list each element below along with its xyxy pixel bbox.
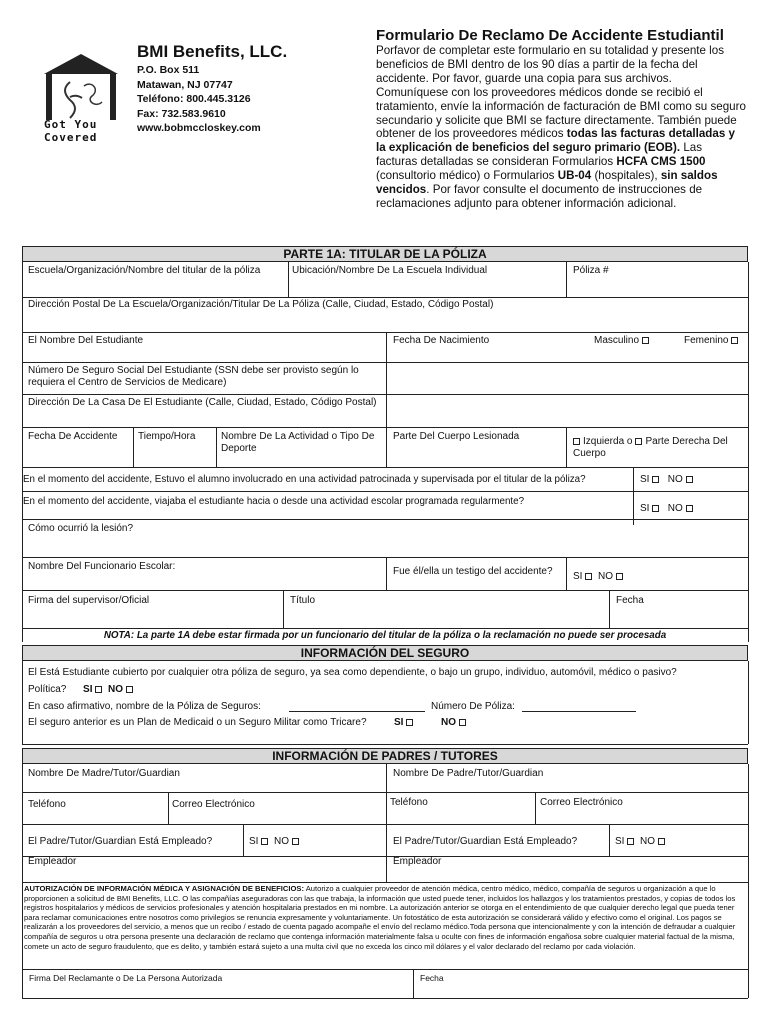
sponsored-question: En el momento del accidente, Estuvo el alumno involucrado en una actividad patrocinada y supervisada por el titular de la póliza?	[23, 474, 586, 485]
phone-line: Teléfono: 800.445.3126	[137, 93, 251, 105]
father-employed-no[interactable]	[658, 838, 665, 845]
policy-label: Política?	[28, 684, 67, 695]
intro-segment: UB-04	[557, 169, 592, 183]
male-checkbox[interactable]	[642, 337, 649, 344]
left-side-label: Izquierda o	[583, 436, 633, 447]
intro-segment: sin saldos vencidos	[376, 169, 718, 197]
witness-no-checkbox[interactable]	[616, 573, 623, 580]
student-name-label: El Nombre Del Estudiante	[28, 335, 144, 346]
no-label: NO	[108, 684, 124, 695]
company-address	[137, 63, 261, 136]
company-logo	[40, 52, 122, 146]
mother-employed-label: El Padre/Tutor/Guardian Está Empleado?	[28, 836, 213, 847]
father-phone-label: Teléfono	[390, 797, 428, 808]
claimant-signature-label: Firma Del Reclamante o De La Persona Autorizada	[29, 973, 223, 983]
father-employer-label: Empleador	[393, 856, 442, 867]
title-label: Título	[290, 595, 316, 606]
father-employed-yes[interactable]	[627, 838, 634, 845]
insurance-name-field[interactable]	[289, 702, 425, 712]
part1a-note: NOTA: La parte 1A debe estar firmada por un funcionario del titular de la póliza o la reclamación no puede ser procesada	[103, 630, 667, 641]
right-side-checkbox[interactable]	[635, 438, 642, 445]
left-side-checkbox[interactable]	[573, 438, 580, 445]
female-label: Femenino	[684, 335, 729, 346]
yes-label: SI	[615, 836, 625, 847]
sponsored-options[interactable]	[640, 474, 693, 486]
fax-line: Fax: 732.583.9610	[137, 107, 226, 120]
traveling-question: En el momento del accidente, viajaba el estudiante hacia o desde una actividad escolar programada regularmente?	[23, 496, 525, 507]
intro-instructions	[376, 44, 746, 211]
father-employed-label: El Padre/Tutor/Guardian Está Empleado?	[393, 836, 578, 847]
birth-date-label: Fecha De Nacimiento	[393, 335, 490, 346]
father-employed-options[interactable]	[615, 836, 665, 848]
sponsored-yes-checkbox[interactable]	[652, 476, 659, 483]
mother-employer-label: Empleador	[28, 856, 77, 867]
mother-email-label: Correo Electrónico	[172, 799, 255, 810]
mailing-address-label: Dirección Postal De La Escuela/Organización/Titular De La Póliza (Calle, Ciudad, Estado, Código Postal)	[28, 299, 494, 310]
mother-employed-options[interactable]	[249, 836, 299, 848]
yes-label: SI	[573, 571, 583, 582]
witness-options[interactable]	[573, 571, 623, 583]
medicaid-yes-option[interactable]	[394, 717, 413, 729]
intro-segment: todas las facturas detalladas y la explicación de beneficios del seguro primario (EOB).	[376, 127, 735, 155]
mother-employed-yes[interactable]	[261, 838, 268, 845]
traveling-options[interactable]	[640, 503, 693, 515]
form-title: Formulario De Reclamo De Accidente Estudiantil	[376, 27, 724, 44]
father-name-label: Nombre De Padre/Tutor/Guardian	[393, 768, 544, 779]
body-part-label: Parte Del Cuerpo Lesionada	[393, 431, 520, 442]
accident-date-label: Fecha De Accidente	[28, 431, 118, 442]
ssn-label: Número De Seguro Social Del Estudiante (SSN debe ser provisto según lo requiera el Centro de Servicios de Medicare)	[28, 365, 359, 388]
policy-no-checkbox[interactable]	[126, 686, 133, 693]
date-label: Fecha	[616, 595, 644, 606]
yes-label: SI	[394, 717, 404, 728]
intro-segment: (consultorio médico) o Formularios	[376, 169, 558, 183]
medicaid-no-option[interactable]	[441, 717, 466, 729]
company-name: BMI Benefits, LLC.	[137, 42, 288, 61]
supervisor-signature-label: Firma del supervisor/Oficial	[28, 595, 150, 606]
father-email-label: Correo Electrónico	[540, 797, 623, 808]
no-label: NO	[274, 836, 290, 847]
logo-text-line-1: Got You	[44, 118, 98, 131]
mother-employed-no[interactable]	[292, 838, 299, 845]
yes-label: SI	[83, 684, 93, 695]
official-name-label: Nombre Del Funcionario Escolar:	[28, 561, 176, 572]
mother-name-label: Nombre De Madre/Tutor/Guardian	[28, 768, 180, 779]
school-location-label: Ubicación/Nombre De La Escuela Individual	[292, 265, 488, 276]
intro-segment: Las facturas detalladas se consideran Formularios	[376, 141, 703, 169]
policy-question	[28, 684, 133, 696]
injury-side-options[interactable]	[573, 436, 745, 460]
intro-segment: (hospitales),	[591, 169, 661, 183]
witness-yes-checkbox[interactable]	[585, 573, 592, 580]
right-side-label: Parte Derecha Del Cuerpo	[573, 436, 728, 459]
traveling-no-checkbox[interactable]	[686, 505, 693, 512]
insurance-policy-number-field[interactable]	[522, 702, 636, 712]
yes-label: SI	[640, 474, 650, 485]
address-line: Matawan, NJ 07747	[137, 78, 233, 91]
yes-label: SI	[640, 503, 650, 514]
claimant-date-label: Fecha	[420, 973, 444, 983]
logo-text-line-2: Covered	[44, 131, 98, 144]
home-address-label: Dirección De La Casa De El Estudiante (Calle, Ciudad, Estado, Código Postal)	[28, 397, 377, 408]
medicaid-question: El seguro anterior es un Plan de Medicaid o un Seguro Militar como Tricare?	[28, 717, 367, 728]
mother-phone-label: Teléfono	[28, 799, 66, 810]
male-label: Masculino	[594, 335, 640, 346]
intro-segment: HCFA CMS 1500	[616, 155, 706, 169]
female-checkbox[interactable]	[731, 337, 738, 344]
no-label: NO	[640, 836, 656, 847]
school-name-label: Escuela/Organización/Nombre del titular de la póliza	[28, 265, 261, 276]
insurance-question: El Está Estudiante cubierto por cualquier otra póliza de seguro, ya sea como dependiente, o bajo un grupo, individuo, automóvil, médico o pasivo?	[28, 667, 677, 678]
sponsored-no-checkbox[interactable]	[686, 476, 693, 483]
no-label: NO	[441, 717, 456, 728]
address-line: P.O. Box 511	[137, 64, 200, 76]
no-label: NO	[667, 503, 683, 514]
insurance-policy-number-label: Número De Póliza:	[431, 701, 515, 712]
authorization-text	[24, 884, 746, 951]
how-injury-label: Cómo ocurrió la lesión?	[28, 523, 134, 534]
intro-segment: Porfavor de completar este formulario en su totalidad y presente los beneficios de BMI dentro de los 90 días a partir de la fecha del accidente. Por favor, guarde una copia para sus archivos. Comuníquese con los proveedores médicos donde se recibió el tratamiento, envíe la información de facturación de BMI como su seguro secundario y solicite que BMI se facture directamente. También puede obtener de los proveedores médicos	[376, 44, 746, 141]
authorization-heading: AUTORIZACIÓN DE INFORMACIÓN MÉDICA Y ASIGNACIÓN DE BENEFICIOS:	[24, 884, 304, 893]
traveling-yes-checkbox[interactable]	[652, 505, 659, 512]
parents-heading: INFORMACIÓN DE PADRES / TUTORES	[22, 748, 748, 764]
medicaid-no-checkbox[interactable]	[459, 719, 466, 726]
website-line: www.bobmccloskey.com	[137, 122, 261, 134]
authorization-body: Autorizo a cualquier proveedor de atención médica, centro médico, médico, compañía de seguros u organización a que lo proporcionen a solicitud de BMI Benefits, LLC. O las compañías aseguradoras con las que trabaja, la información que usted puede tener, incluidos los hallazgos y los tratamientos prestados, y copias de todos los registros hospitalarios y médicos de servicios profesionales y atención hospitalaria prestados en mi nombre. La autorización anterior se otorga en el entendimiento de que cualquier derecho legal que pueda tener para reclamar comunicaciones entre nosotros como privilegios se renuncia expresamente y voluntariamente. Un fotostático de esta autorización se considerará válido y efectivo como el original. Los pagos se realizarán a los proveedores del servicio, a menos que un recibo / estado de cuenta pagado acompañe el envío del reclamo médico.Toda persona que intencionalmente y con la intención de defraudar a cualquier compañía de seguros u otra persona presente una declaración de reclamo que contenga información materialmente falsa u oculte con fines de información engañosa sobre cualquier material factual de la misma, comete un acto de seguro fraudulento, que es delito, y también estará sujeto a una multa civil que no exceda los cinco mil dólares y el valor declarado del reclamo por cada violación.	[24, 884, 736, 951]
part1a-heading: PARTE 1A: TITULAR DE LA PÓLIZA	[22, 246, 748, 262]
time-label: Tiempo/Hora	[138, 431, 196, 442]
yes-label: SI	[249, 836, 259, 847]
female-option[interactable]	[684, 335, 738, 347]
medicaid-yes-checkbox[interactable]	[406, 719, 413, 726]
witness-label: Fue él/ella un testigo del accidente?	[393, 566, 553, 577]
if-yes-label: En caso afirmativo, nombre de la Póliza de Seguros:	[28, 701, 261, 712]
no-label: NO	[667, 474, 683, 485]
policy-number-label: Póliza #	[573, 265, 609, 276]
policy-yes-checkbox[interactable]	[95, 686, 102, 693]
insurance-heading: INFORMACIÓN DEL SEGURO	[22, 645, 748, 661]
activity-label: Nombre De La Actividad o Tipo De Deporte	[221, 431, 375, 454]
intro-segment: . Por favor consulte el documento de instrucciones de reclamaciones adjunto para obtener información adicional.	[376, 183, 703, 210]
no-label: NO	[598, 571, 614, 582]
male-option[interactable]	[594, 335, 649, 347]
